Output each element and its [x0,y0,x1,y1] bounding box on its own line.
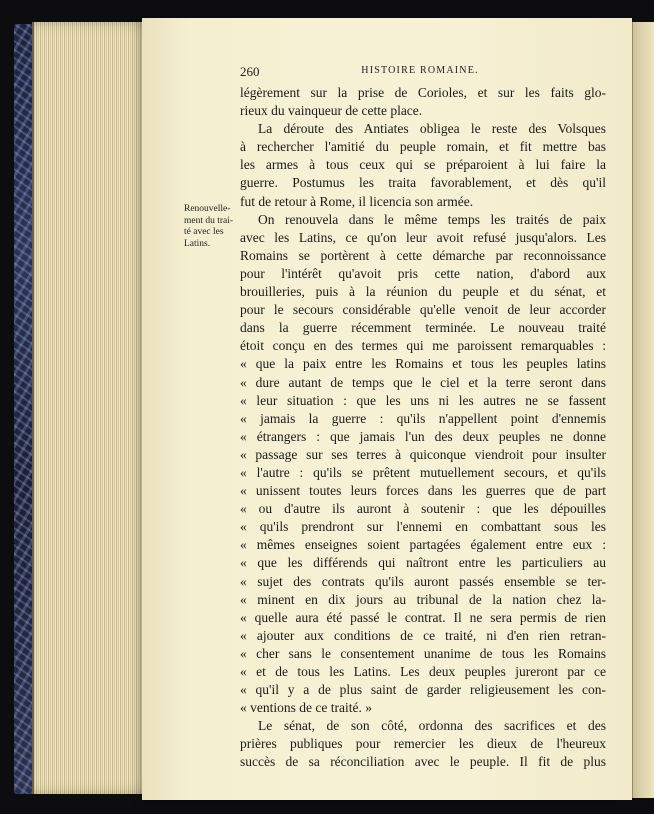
text-line: « que les différends qui naîtront entre les particuliers au [240,555,606,571]
text-line: « qu'ils prendront sur l'ennemi en combattant sous les [240,519,606,535]
margin-note-line: ment du trai- [184,215,234,226]
text-line: « ou d'autre ils auront à soutenir : que les dépouilles [240,501,606,517]
text-line: La déroute des Antiates obligea le reste des Volsques [258,121,606,137]
text-line: étoit conçu en des termes qui me paroissent remarquables : [240,338,606,354]
page-header [240,64,600,80]
text-line: « passage sur ses terres à quiconque viendroit pour insulter [240,446,606,462]
text-line: à rechercher l'amitié du peuple romain, et fit mettre bas [240,139,606,155]
text-line: « cher sans le consentement unanime de tous les Romains [240,645,606,661]
text-line: pour l'intérêt qu'avoit pris cette nation, d'abord aux [240,265,606,281]
text-line: prières publiques pour remercier les dieux de l'heureux [240,736,606,752]
body-text [240,84,606,772]
text-line: « qu'il y a de plus saint de garder religieusement les con- [240,682,606,698]
text-line: « que la paix entre les Romains et tous les peuples latins [240,356,606,372]
text-line: « unissent toutes leurs forces dans les guerres que de part [240,483,606,499]
text-line: « sujet des contrats qu'ils auront passés ensemble se ter- [240,573,606,589]
text-line: « ajouter aux conditions de ce traité, ni d'en rien retran- [240,627,606,643]
text-line: « jamais la guerre : qu'ils n'appellent point d'ennemis [240,410,606,426]
margin-note-line: Renouvelle- [184,204,231,214]
text-line: « mêmes enseignes soient partagées également entre eux : [240,537,606,553]
text-line: Le sénat, de son côté, ordonna des sacrifices et des [258,718,606,734]
text-line: « ventions de ce traité. » [240,700,372,716]
page-edges [32,22,160,794]
book-page [142,18,632,800]
text-line: fut de retour à Rome, il licencia son armée. [240,193,474,209]
margin-note-line: Latins. [184,238,211,249]
text-line: avec les Latins, ce qu'on leur avoit refusé jusqu'alors. Les [240,229,606,245]
text-line: succès de sa réconciliation avec le peuple. Il fit de plus [240,754,606,770]
text-line: Romains se portèrent à cette démarche par reconnoissance [240,247,606,263]
text-line: « leur situation : que les uns ni les autres ne se fassent [240,392,606,408]
book [14,18,654,800]
text-line: « dure autant de temps que le ciel et la terre seront dans [240,374,606,390]
running-head: HISTOIRE ROMAINE. [361,65,479,76]
text-line: « étrangers : que jamais l'un des deux peuples ne donne [240,428,606,444]
text-line: « minent en dix jours au tribunal de la nation chez la- [240,591,606,607]
margin-note [184,204,244,250]
text-line: pour le secours considérable qu'elle venoit de leur accorder [240,302,606,318]
text-line: guerre. Postumus les traita favorablement, et dès qu'il [240,175,606,191]
margin-note-line: té avec les [184,227,224,237]
text-line: « l'autre : qu'ils se prêtent mutuellement secours, et qu'ils [240,464,606,480]
page-number: 260 [240,64,260,79]
text-line: les armes à tous ceux qui se préparoient à lui faire la [240,157,606,173]
facing-page-edge [632,22,654,798]
text-line: « et de tous les Latins. Les deux peuples jureront par ce [240,664,606,679]
text-line: « quelle aura été passé le contrat. Il ne sera permis de rien [240,609,606,625]
text-line: dans la guerre récemment terminée. Le nouveau traité [240,320,606,336]
text-line: légèrement sur la prise de Corioles, et sur les faits glo- [240,85,606,100]
text-line: rieux du vainqueur de cette place. [240,103,423,119]
text-line: brouilleries, puis à la réunion du peuple et du sénat, et [240,284,606,300]
text-line: On renouvela dans le même temps les traités de paix [258,211,606,227]
